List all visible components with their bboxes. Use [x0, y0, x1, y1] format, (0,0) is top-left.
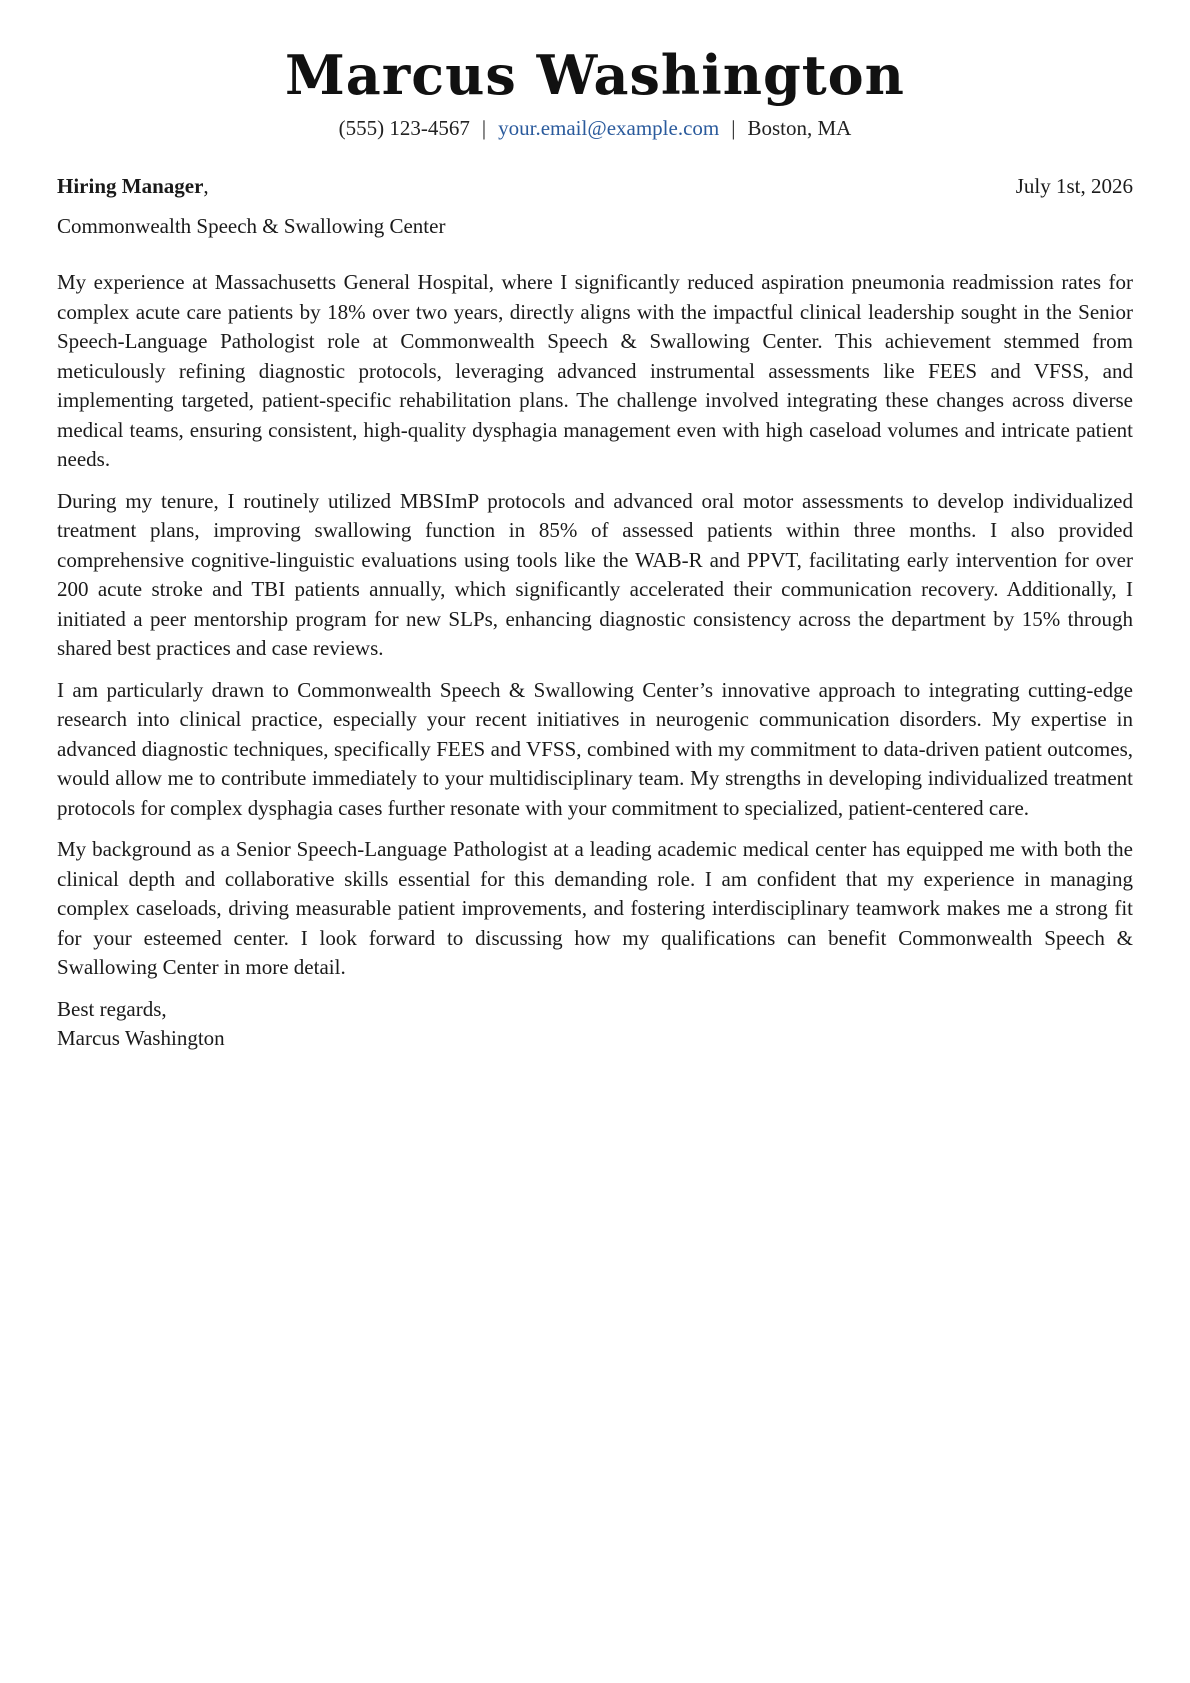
location: Boston, MA — [747, 116, 852, 140]
recipient-salutation — [57, 172, 209, 200]
closing-block — [57, 995, 1133, 1053]
email-link[interactable]: your.email@example.com — [498, 116, 720, 140]
body-paragraph: During my tenure, I routinely utilized MBSImP protocols and advanced oral motor assessments to develop individualized treatment plans, improving swallowing function in 85% of assessed patients within three months. I also provided comprehensive cognitive-linguistic evaluations using tools like the WAB-R and PPVT, facilitating early intervention for over 200 acute stroke and TBI patients annually, which significantly accelerated their communication recovery. Additionally, I initiated a peer mentorship program for new SLPs, enhancing diagnostic consistency across the department by 15% through shared best practices and case reviews. — [57, 488, 1133, 660]
contact-separator: | — [481, 116, 487, 140]
phone-number: (555) 123-4567 — [338, 116, 470, 140]
sign-off: Best regards, — [57, 996, 167, 1021]
cover-letter-page — [57, 0, 1133, 1053]
contact-line — [57, 114, 1133, 142]
recipient-name-suffix: , — [203, 174, 209, 198]
applicant-name: Marcus Washington — [285, 43, 905, 107]
contact-separator: | — [731, 116, 736, 140]
body-paragraph: My background as a Senior Speech-Language Pathologist at a leading academic medical center has equipped me with both the clinical depth and collaborative skills essential for this demanding role. I am confident that my experience in managing complex caseloads, driving measurable patient improvements, and fostering interdisciplinary teamwork makes me a strong fit for your esteemed center. I look forward to discussing how my qualifications can benefit Commonwealth Speech & Swallowing Center in more detail. — [57, 837, 1133, 979]
body-paragraph: I am particularly drawn to Commonwealth Speech & Swallowing Center’s innovative approach to integrating cutting-edge research into clinical practice, especially your recent initiatives in neurogenic communication disorders. My expertise in advanced diagnostic techniques, specifically FEES and VFSS, combined with my commitment to data-driven patient outcomes, would allow me to contribute immediately to your multidisciplinary team. My strengths in developing individualized treatment protocols for complex dysphagia cases further resonate with your commitment to specialized, patient-centered care. — [57, 677, 1133, 820]
recipient-name: Hiring Manager — [57, 174, 204, 198]
recipient-row — [57, 172, 1133, 200]
body-paragraph: My experience at Massachusetts General Hospital, where I significantly reduced aspiration pneumonia readmission rates for complex acute care patients by 18% over two years, directly aligns with the impactful clinical leadership sought in the Senior Speech-Language Pathologist role at Commonwealth Speech & Swallowing Center. This achievement stemmed from meticulously refining diagnostic protocols, leveraging advanced instrumental assessments like FEES and VFSS, and implementing targeted, patient-specific rehabilitation plans. The challenge involved integrating these changes across diverse medical teams, ensuring consistent, high-quality dysphagia management even with high caseload volumes and intricate patient needs. — [57, 270, 1133, 471]
letter-body — [57, 268, 1133, 983]
recipient-company: Commonwealth Speech & Swallowing Center — [57, 214, 446, 238]
letter-date: July 1st, 2026 — [1015, 174, 1133, 198]
signature-name: Marcus Washington — [57, 1025, 225, 1050]
